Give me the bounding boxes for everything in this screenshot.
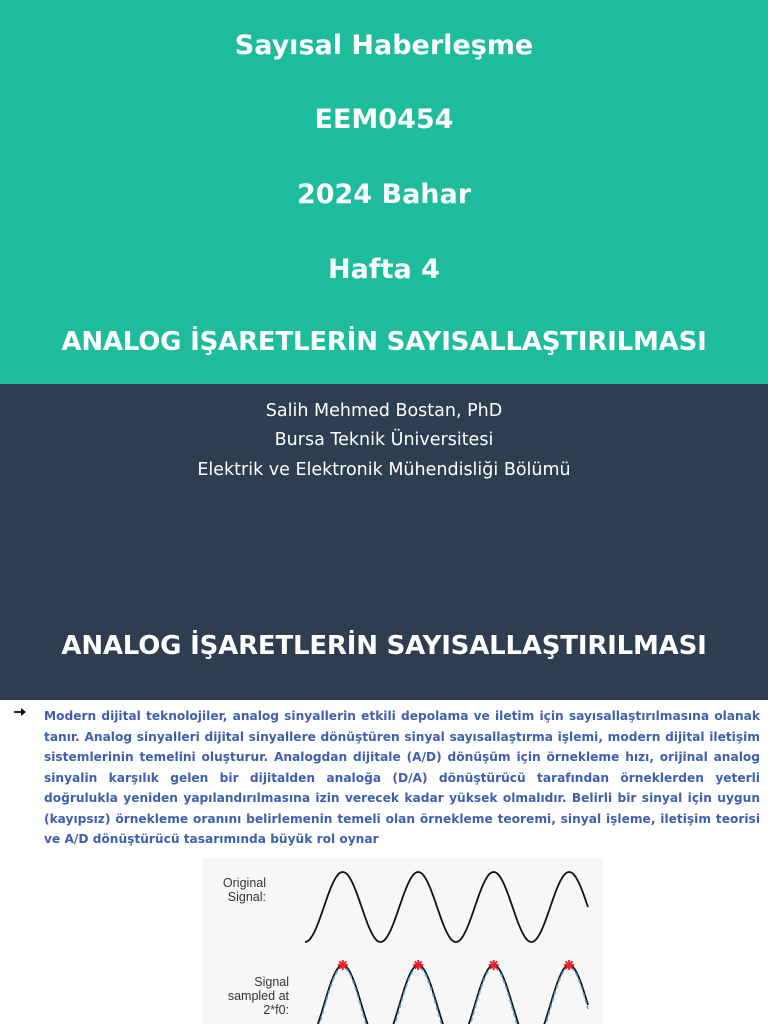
title-slide-header	[0, 0, 768, 384]
original-signal-label: Original Signal:	[222, 876, 266, 904]
university-name: Bursa Teknik Üniversitesi	[274, 430, 494, 450]
sample-marker	[564, 960, 574, 970]
department-name: Elektrik ve Elektronik Mühendisliği Bölümü	[197, 460, 571, 480]
content-slide-title: ANALOG İŞARETLERİN SAYISALLAŞTIRILMASI	[61, 631, 707, 661]
course-name: Sayısal Haberleşme	[234, 30, 534, 61]
intro-paragraph: Modern dijital teknolojiler, analog sinyallerin etkili depolama ve iletim için sayısallaştırılmasına olanak tanır. Analog sinyalleri dijital sinyallere dönüştüren sinyal sayısallaştırma işlemi, modern dijital iletişim sistemlerinin temelini oluşturur. Analogdan dijitale (A/D) dönüşüm için örnekleme hızı, orijinal analog sinyalin karşılık gelen bir dijitalden analoğa (D/A) dönüştürücü tarafından örneklerden yeterli doğrulukla yeniden yapılandırılmasına izin verecek kadar yüksek olmalıdır. Belirli bir sinyal için uygun (kayıpsız) örnekleme oranını belirlemenin temeli olan örnekleme teoremi, sinyal işleme, iletişim teorisi ve A/D dönüştürücü tasarımında büyük rol oynar	[44, 709, 760, 846]
week: Hafta 4	[328, 254, 440, 285]
original-signal-curve	[305, 872, 588, 942]
reconstructed-signal-curve	[305, 967, 588, 1024]
topic-title: ANALOG İŞARETLERİN SAYISALLAŞTIRILMASI	[61, 327, 707, 357]
sampled-signal-label: Signal sampled at 2*f0:	[227, 975, 289, 1017]
sample-marker	[413, 960, 423, 970]
sample-marker	[489, 960, 499, 970]
content-slide-body	[0, 700, 768, 1024]
sampled-signal-curve	[305, 965, 588, 1024]
term: 2024 Bahar	[296, 179, 472, 210]
sampling-figure-plot	[0, 700, 768, 1024]
author-block	[0, 384, 768, 700]
course-code: EEM0454	[314, 104, 454, 135]
sample-marker	[338, 960, 348, 970]
author-name: Salih Mehmed Bostan, PhD	[265, 401, 503, 421]
